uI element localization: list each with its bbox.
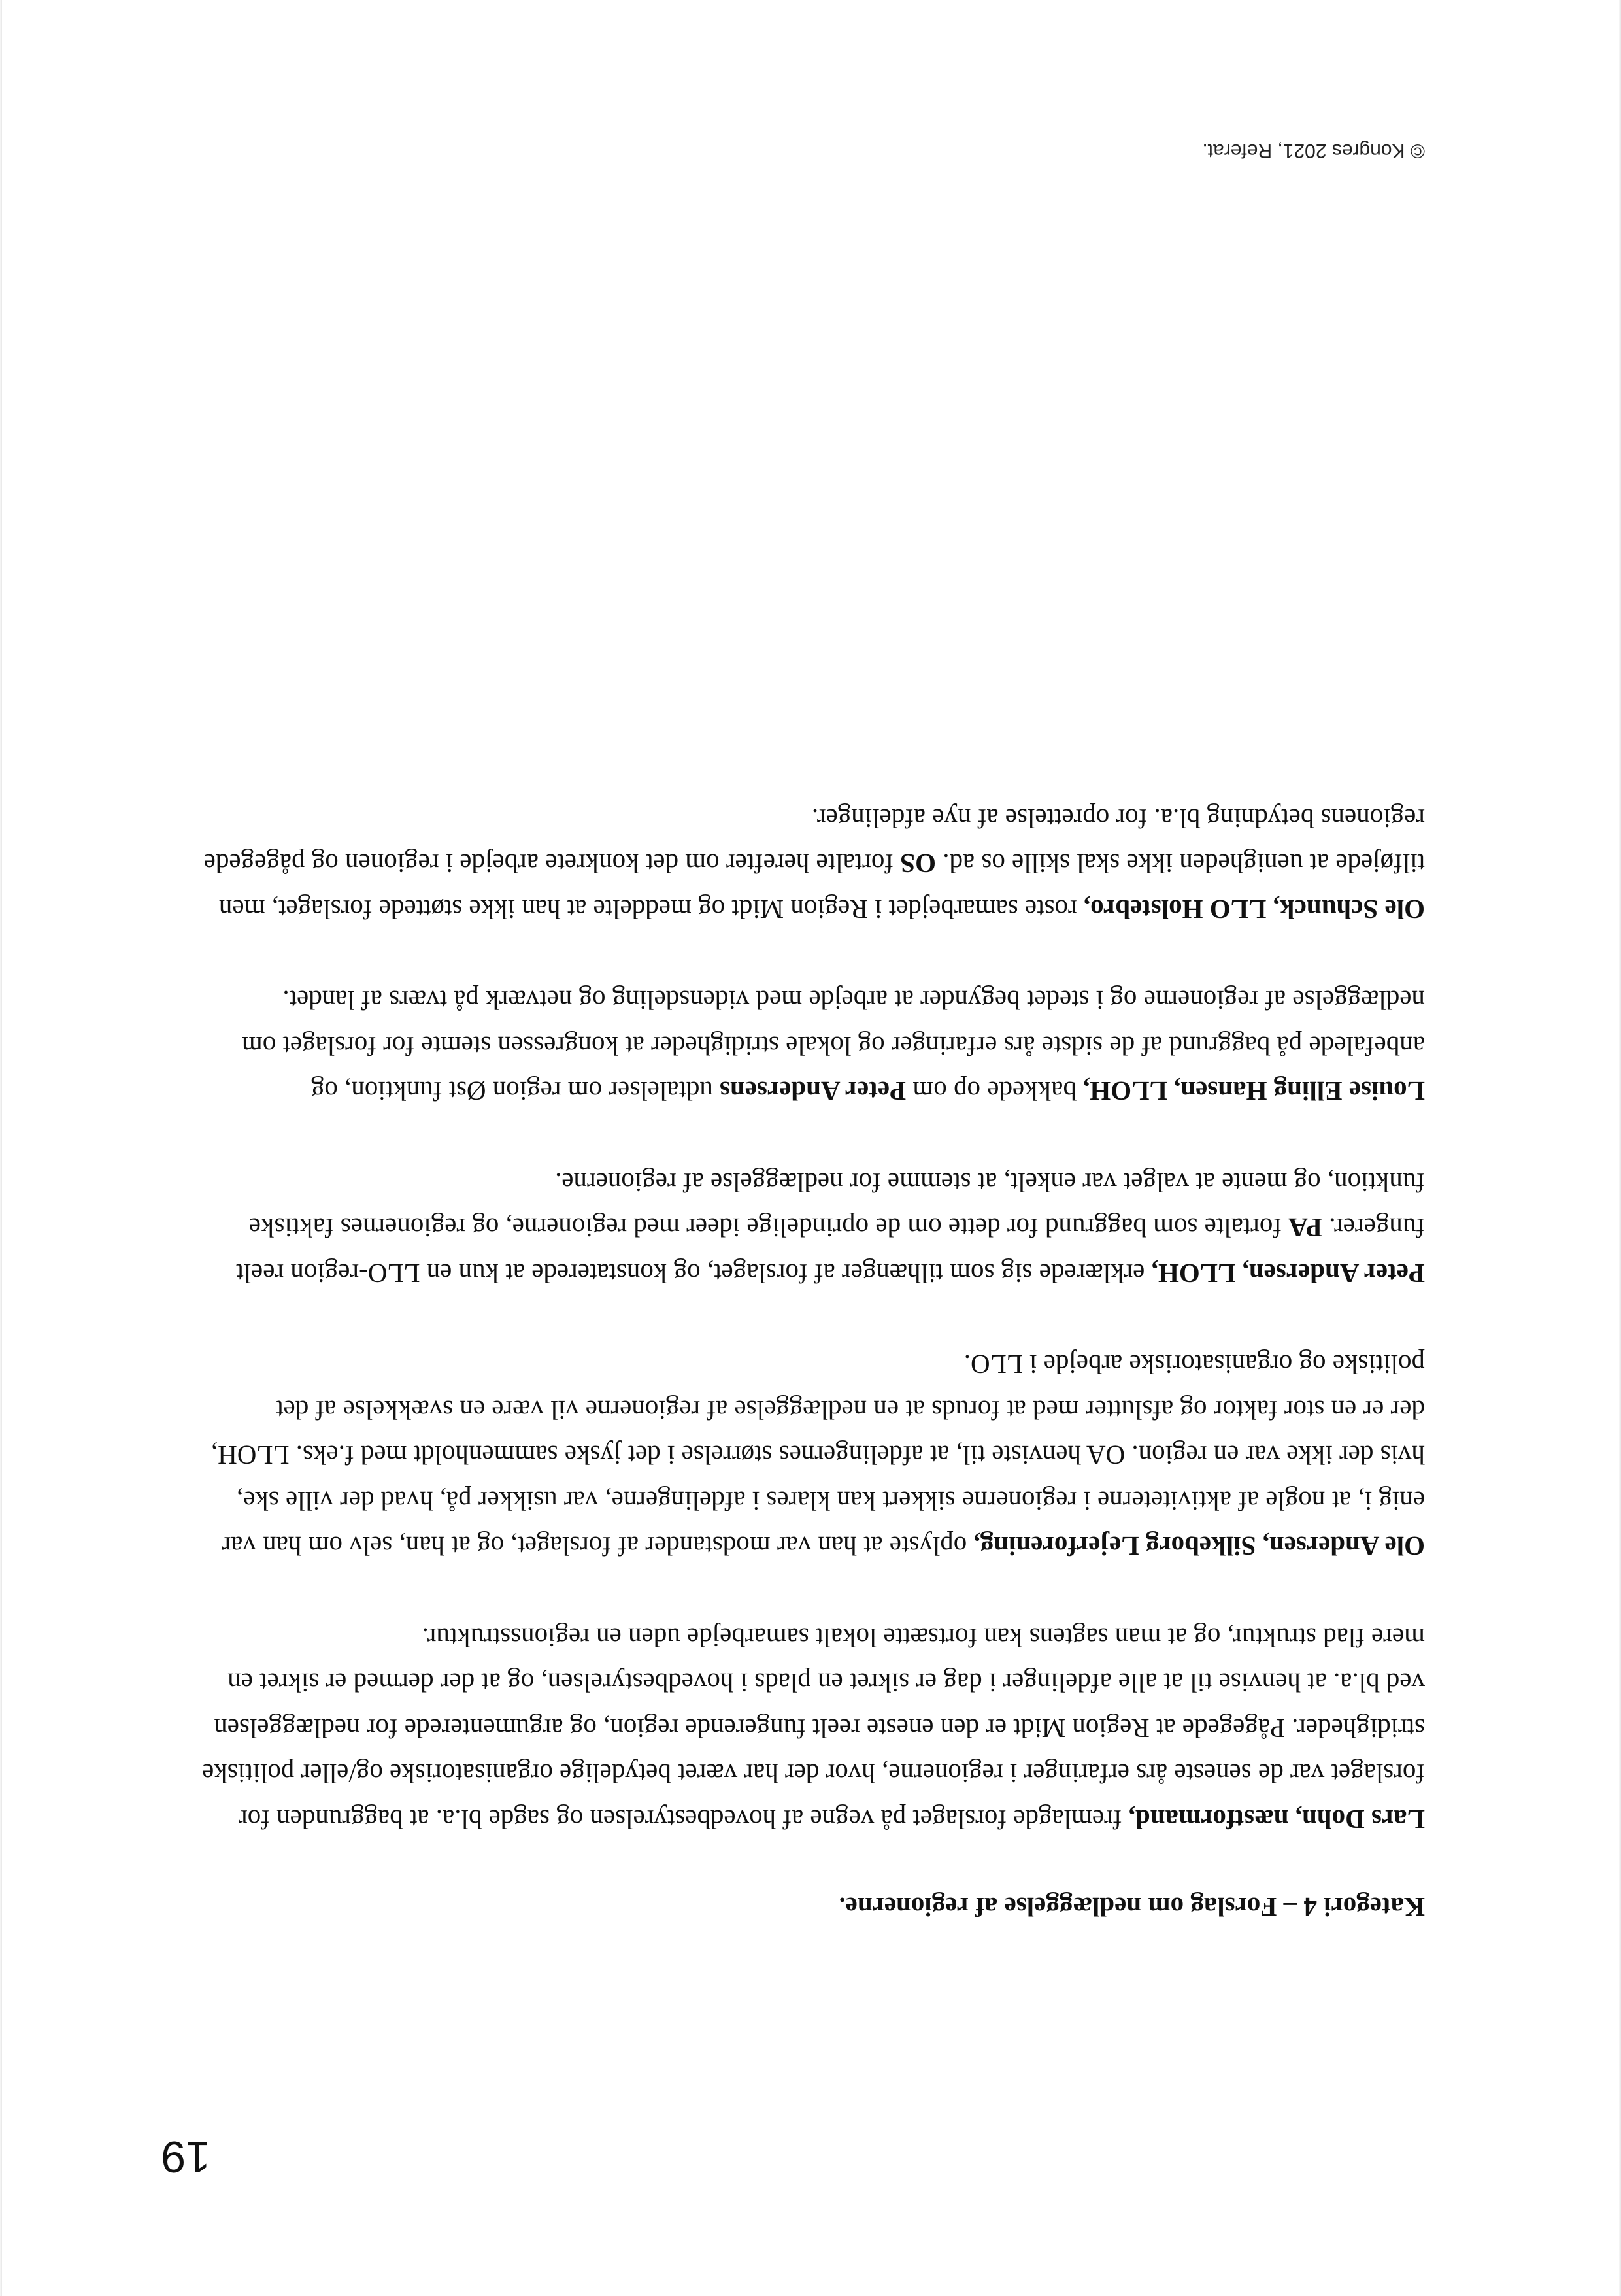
paragraph-text-continued: henviste til, at afdelingernes størrelse i det jyske sammenholdt med f.eks. LLOH, der er en stor faktor og afslutter med at foruds at en nedlæggelse af regionerne vil være en svækkelse af det politiske og organisatoriske arbejde i LLO. bbox=[210, 1349, 1425, 1471]
speaker-name: Ole Andersen, Silkeborg Lejerforening, bbox=[973, 1531, 1425, 1562]
speaker-name: Lars Dohn, næstformand, bbox=[1128, 1804, 1425, 1834]
paragraph-text: fremlagde forslaget på vegne af hovedbestyrelsen og sagde bl.a. at baggrunden for forslaget var de seneste års erfaringer i regionerne, hvor der har været betydelige organisatoriske og/eller politiske stridigheder. Pågegede at Region Midt er den eneste reelt fungerende region, og argumenterede for nedlæggelsen ved bl.a. at henvise til at alle afdelinger i dag er sikret en plads i hovedbestyrelsen, og at der dermed er sikret en mere flad struktur, og at man sagtens kan fortsætte lokalt samarbejde uden en regionsstruktur. bbox=[202, 1623, 1425, 1834]
page-number: 19 bbox=[161, 2132, 210, 2182]
paragraph-text: oplyste at han var modstander af forslaget, og at han, selv om han var enig i, at nogle af aktiviteterne i regionerne sikkert kan klares i afdelingerne, var usikker på, hvad der ville ske, hvis der ikke var en region. bbox=[222, 1440, 1425, 1562]
speaker-abbreviation: OA bbox=[1088, 1440, 1126, 1471]
paragraph-louise-elling-hansen bbox=[190, 977, 1425, 1114]
paragraph-text-continued: fortalte herefter om det konkrete arbejde i regionen og pågegede regionens betydning bl.a. for oprettelse af nye afdelinger. bbox=[203, 803, 1425, 879]
speaker-name: Peter Andersen, LLOH, bbox=[1151, 1258, 1425, 1289]
paragraph-lars-dohn bbox=[190, 1615, 1425, 1842]
paragraph-text: roste samarbejdet i Region Midt og meddelte at han ikke støttede forslaget, men tilføjede at uenigheden ikke skal skille os ad. bbox=[218, 849, 1425, 924]
referenced-speaker: Peter Andersens bbox=[720, 1076, 907, 1107]
speaker-abbreviation: OS bbox=[900, 849, 936, 879]
paragraph-text: erklærede sig som tilhænger af forslaget, og konstaterede at kun en LLO-region reelt fungerer. bbox=[236, 1213, 1425, 1289]
paragraph-text-continued: fortalte som baggrund for dette om de oprindelige ideer med regionerne, og regionernes faktiske funktion, og mente at valget var enkelt, at stemme for nedlæggelse af regionerne. bbox=[248, 1168, 1425, 1243]
footer-copyright: © Kongres 2021, Referat. bbox=[1202, 140, 1425, 161]
paragraph-ole-andersen bbox=[190, 1342, 1425, 1569]
speaker-name: Ole Schunck, LLO Holstebro, bbox=[1083, 894, 1425, 924]
speaker-name: Louise Elling Hansen, LLOH, bbox=[1083, 1076, 1425, 1107]
paragraph-text-continued: udtalelser om region Øst funktion, og anbefalede på baggrund af de sidste års erfaringer og lokale stridigheder at kongressen stemte for forslaget om nedlæggelse af regionerne og i stedet begynder at arbejde med vidensdeling og netværk på tværs af landet. bbox=[241, 985, 1425, 1107]
paragraph-text: bakkede op om bbox=[906, 1076, 1084, 1107]
paragraph-peter-andersen bbox=[190, 1160, 1425, 1296]
document-body bbox=[190, 750, 1425, 1927]
paragraph-ole-schunck bbox=[190, 796, 1425, 932]
speaker-abbreviation: PA bbox=[1288, 1213, 1322, 1243]
scan-edge-right bbox=[0, 0, 2, 2296]
section-heading: Kategori 4 – Forslag om nedlæggelse af regionerne. bbox=[839, 1892, 1425, 1922]
